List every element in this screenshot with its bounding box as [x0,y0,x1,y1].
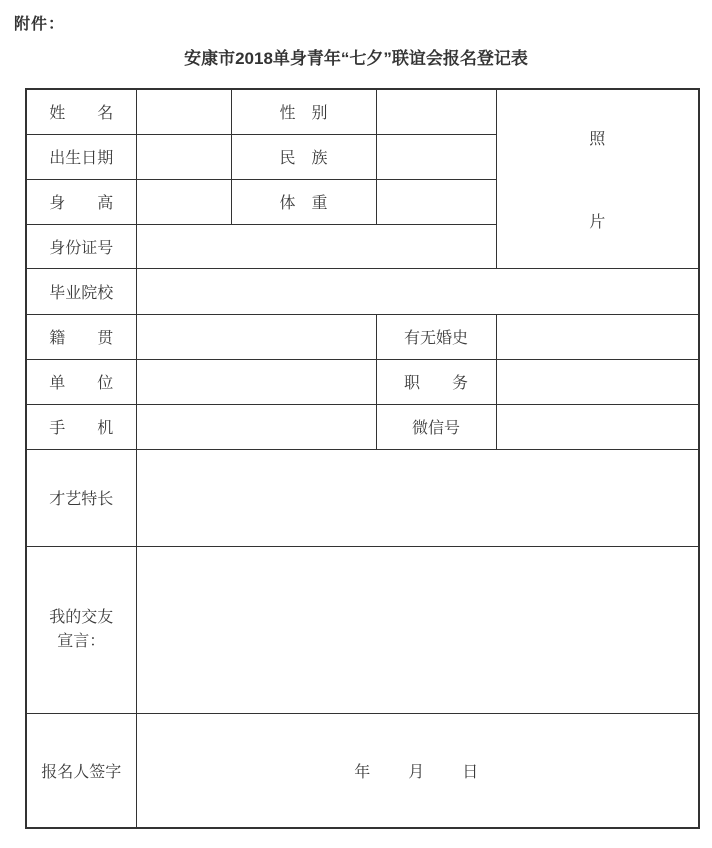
declaration-label-line1: 我的交友 [49,608,114,626]
birth-date-label: 出生日期 [26,134,136,179]
photo-placeholder [497,126,699,232]
marital-history-label: 有无婚史 [376,314,496,359]
id-number-label: 身份证号 [26,224,136,268]
wechat-id-label: 微信号 [376,404,496,449]
employer-input-cell[interactable] [136,359,376,404]
gender-label: 性 别 [231,89,376,134]
height-input-cell[interactable] [136,179,231,224]
signature-date-cell[interactable]: 年 月 日 [136,713,699,828]
photo-cell[interactable] [496,89,699,268]
mobile-input-cell[interactable] [136,404,376,449]
name-input-cell[interactable] [136,89,231,134]
ethnicity-input-cell[interactable] [376,134,496,179]
table-row [26,449,699,546]
table-row [26,89,699,134]
talents-label: 才艺特长 [26,449,136,546]
wechat-id-input-cell[interactable] [496,404,699,449]
table-row [26,359,699,404]
declaration-input-cell[interactable] [136,546,699,713]
weight-label: 体 重 [231,179,376,224]
declaration-label [26,546,136,713]
table-row [26,404,699,449]
native-place-label: 籍 贯 [26,314,136,359]
table-row [26,546,699,713]
ethnicity-label: 民 族 [231,134,376,179]
photo-label-line1: 照 [589,130,606,148]
weight-input-cell[interactable] [376,179,496,224]
job-title-input-cell[interactable] [496,359,699,404]
registration-table [25,88,700,829]
page-title: 安康市2018单身青年“七夕”联谊会报名登记表 [184,49,528,68]
attachment-label: 附件： [14,16,66,33]
job-title-label: 职 务 [376,359,496,404]
marital-history-input-cell[interactable] [496,314,699,359]
gender-input-cell[interactable] [376,89,496,134]
photo-label-line2: 片 [589,213,606,231]
applicant-signature-label: 报名人签字 [26,713,136,828]
table-row [26,713,699,828]
graduate-school-label: 毕业院校 [26,268,136,314]
birth-date-input-cell[interactable] [136,134,231,179]
employer-label: 单 位 [26,359,136,404]
graduate-school-input-cell[interactable] [136,268,699,314]
table-row [26,314,699,359]
table-row [26,268,699,314]
native-place-input-cell[interactable] [136,314,376,359]
height-label: 身 高 [26,179,136,224]
id-number-input-cell[interactable] [136,224,496,268]
mobile-label: 手 机 [26,404,136,449]
name-label: 姓 名 [26,89,136,134]
declaration-label-line2: 宣言： [57,632,106,650]
talents-input-cell[interactable] [136,449,699,546]
